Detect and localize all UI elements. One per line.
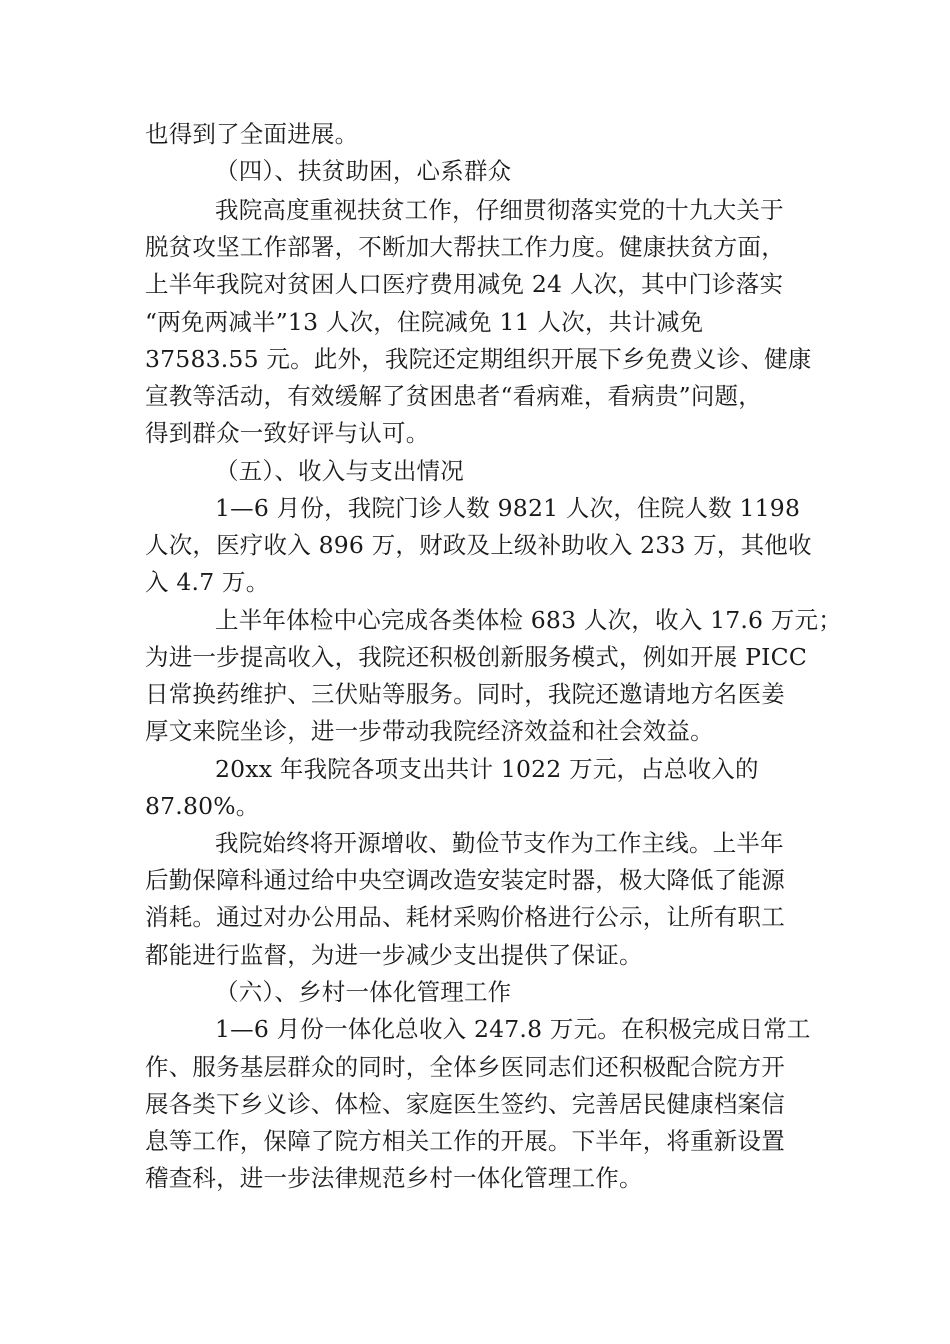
text-line: 上半年我院对贫困人口医疗费用减免 24 人次，其中门诊落实 <box>145 270 784 298</box>
text-line: 后勤保障科通过给中央空调改造安装定时器，极大降低了能源 <box>145 866 785 894</box>
text-line: 入 4.7 万。 <box>145 568 270 596</box>
text-line: 作、服务基层群众的同时，全体乡医同志们还积极配合院方开 <box>145 1053 785 1081</box>
text-line: “两免两减半”13 人次，住院减免 11 人次，共计减免 <box>145 308 704 336</box>
text-line: 息等工作，保障了院方相关工作的开展。下半年，将重新设置 <box>145 1127 785 1155</box>
text-line: 也得到了全面进展。 <box>145 120 359 148</box>
text-line: 1—6 月份一体化总收入 247.8 万元。在积极完成日常工 <box>215 1015 811 1043</box>
text-line: 宣教等活动，有效缓解了贫困患者“看病难，看病贵”问题， <box>145 382 762 410</box>
section-heading: （五）、收入与支出情况 <box>215 457 464 485</box>
text-line: 1—6 月份，我院门诊人数 9821 人次，住院人数 1198 <box>215 494 801 522</box>
text-line: 得到群众一致好评与认可。 <box>145 419 430 447</box>
section-heading: （四）、扶贫助困，心系群众 <box>215 157 512 185</box>
text-line: 我院高度重视扶贫工作，仔细贯彻落实党的十九大关于 <box>215 196 784 224</box>
text-line: 展各类下乡义诊、体检、家庭医生签约、完善居民健康档案信 <box>145 1090 785 1118</box>
text-line: 为进一步提高收入，我院还积极创新服务模式，例如开展 PICC <box>145 643 808 671</box>
text-line: 稽查科，进一步法律规范乡村一体化管理工作。 <box>145 1164 643 1192</box>
text-line: 厚文来院坐诊，进一步带动我院经济效益和社会效益。 <box>145 717 714 745</box>
text-line: 上半年体检中心完成各类体检 683 人次，收入 17.6 万元； <box>215 606 842 634</box>
text-line: 都能进行监督，为进一步减少支出提供了保证。 <box>145 941 643 969</box>
text-line: 日常换药维护、三伏贴等服务。同时，我院还邀请地方名医姜 <box>145 680 785 708</box>
section-heading: （六）、乡村一体化管理工作 <box>215 978 512 1006</box>
text-line: 37583.55 元。此外，我院还定期组织开展下乡免费义诊、健康 <box>145 345 812 373</box>
text-line: 消耗。通过对办公用品、耗材采购价格进行公示，让所有职工 <box>145 903 785 931</box>
text-line: 87.80%。 <box>145 792 260 820</box>
text-line: 20xx 年我院各项支出共计 1022 万元，占总收入的 <box>215 755 759 783</box>
text-line: 人次，医疗收入 896 万，财政及上级补助收入 233 万，其他收 <box>145 531 812 559</box>
text-line: 我院始终将开源增收、勤俭节支作为工作主线。上半年 <box>215 829 784 857</box>
text-line: 脱贫攻坚工作部署，不断加大帮扶工作力度。健康扶贫方面， <box>145 233 785 261</box>
